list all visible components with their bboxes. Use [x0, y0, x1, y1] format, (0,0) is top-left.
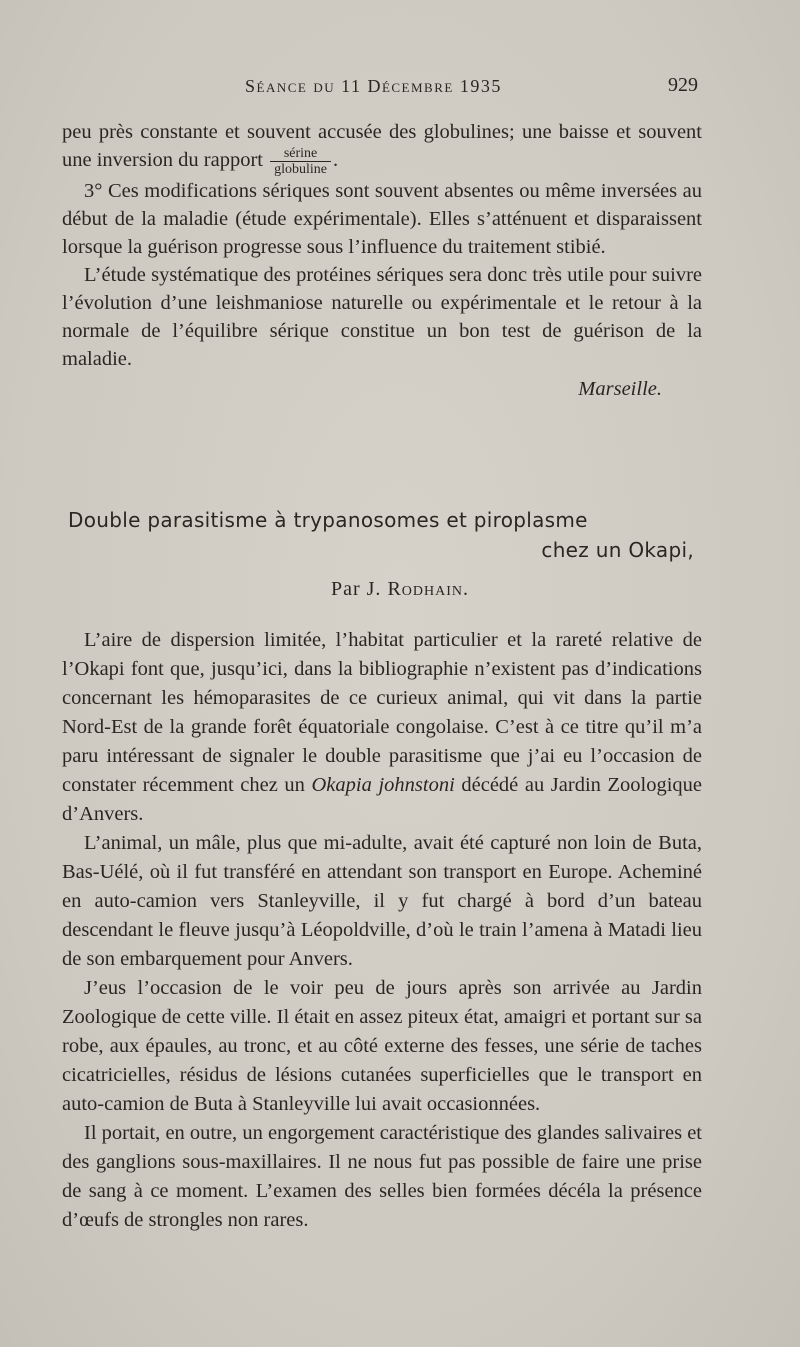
article-body — [62, 626, 702, 1235]
place-signature: Marseille. — [578, 378, 662, 400]
paragraph-continued — [62, 118, 702, 177]
fraction-numerator: sérine — [270, 146, 331, 162]
author-suffix: . — [463, 578, 469, 600]
paragraph: Il portait, en outre, un engorgement caractéristique des glandes salivaires et des ganglions sous-maxillaires. Il ne nous fut pas possible de faire une prise de sang à ce moment. L’examen des selles bien formées décéla la présence d’œufs de strongles non rares. — [62, 1122, 702, 1231]
author-name: Rodhain — [387, 578, 463, 600]
author-prefix: Par J. — [330, 578, 382, 600]
species-name: Okapia johnstoni — [311, 774, 455, 796]
fraction-denominator: globuline — [274, 162, 327, 177]
paragraph: 3° Ces modifications sériques sont souvent absentes ou même inversées au début de la maladie (étude expérimentale). Elles s’atténuent et disparaissent lorsque la guérison progresse sous l’influence du traitement stibié. — [62, 180, 702, 258]
fraction-serine-globuline — [270, 146, 331, 177]
title-line-2: chez un Okapi, — [541, 538, 694, 562]
author-line — [0, 578, 800, 601]
paragraph-text: L’aire de dispersion limitée, l’habitat particulier et la rareté relative de l’Okapi font que, jusqu’ici, dans la bibliographie n’existent pas d’indications concernant les hémoparasites de ce curieux animal, qui vit dans la partie Nord-Est de la grande forêt équatoriale congolaise. C’est à ce titre qu’il m’a paru intéressant de signaler le double parasitisme que j’ai eu l’occasion de constater récemment chez un — [62, 629, 702, 796]
paragraph: L’animal, un mâle, plus que mi-adulte, avait été capturé non loin de Buta, Bas-Uélé, où il fut transféré en attendant son transport en Europe. Acheminé en auto-camion vers Stanleyville, il y fut chargé à bord d’un bateau descendant le fleuve jusqu’à Léopoldville, d’où le train l’amena à Matadi lieu de son embarquement pour Anvers. — [62, 832, 702, 970]
paragraph-text: peu près constante et souvent accusée des globulines; une baisse et souvent une inversion du rapport — [62, 121, 702, 172]
paragraph-text: . — [332, 149, 339, 172]
paragraph-text: décédé au Jardin Zoologique d’Anvers. — [62, 774, 703, 825]
page-number: 929 — [668, 74, 698, 96]
running-head: Séance du 11 Décembre 1935 — [245, 76, 502, 96]
paragraph: L’étude systématique des protéines sériques sera donc très utile pour suivre l’évolution d’une leishmaniose naturelle ou expérimentale et le retour à la normale de l’équilibre sérique constitue un bon test de guérison de la maladie. — [62, 264, 702, 370]
title-line-1: Double parasitisme à trypanosomes et piroplasme — [68, 508, 588, 532]
previous-article-end — [62, 118, 702, 403]
paragraph — [62, 626, 702, 829]
page-header — [0, 72, 800, 102]
paragraph: J’eus l’occasion de le voir peu de jours après son arrivée au Jardin Zoologique de cette ville. Il était en assez piteux état, amaigri et portant sur sa robe, aux épaules, au tronc, et au côté externe des fesses, une série de taches cicatricielles, résidus de lésions cutanées superficielles que le transport en auto-camion de Buta à Stanleyville lui avait occasionnées. — [62, 977, 702, 1115]
article-title — [68, 505, 708, 565]
